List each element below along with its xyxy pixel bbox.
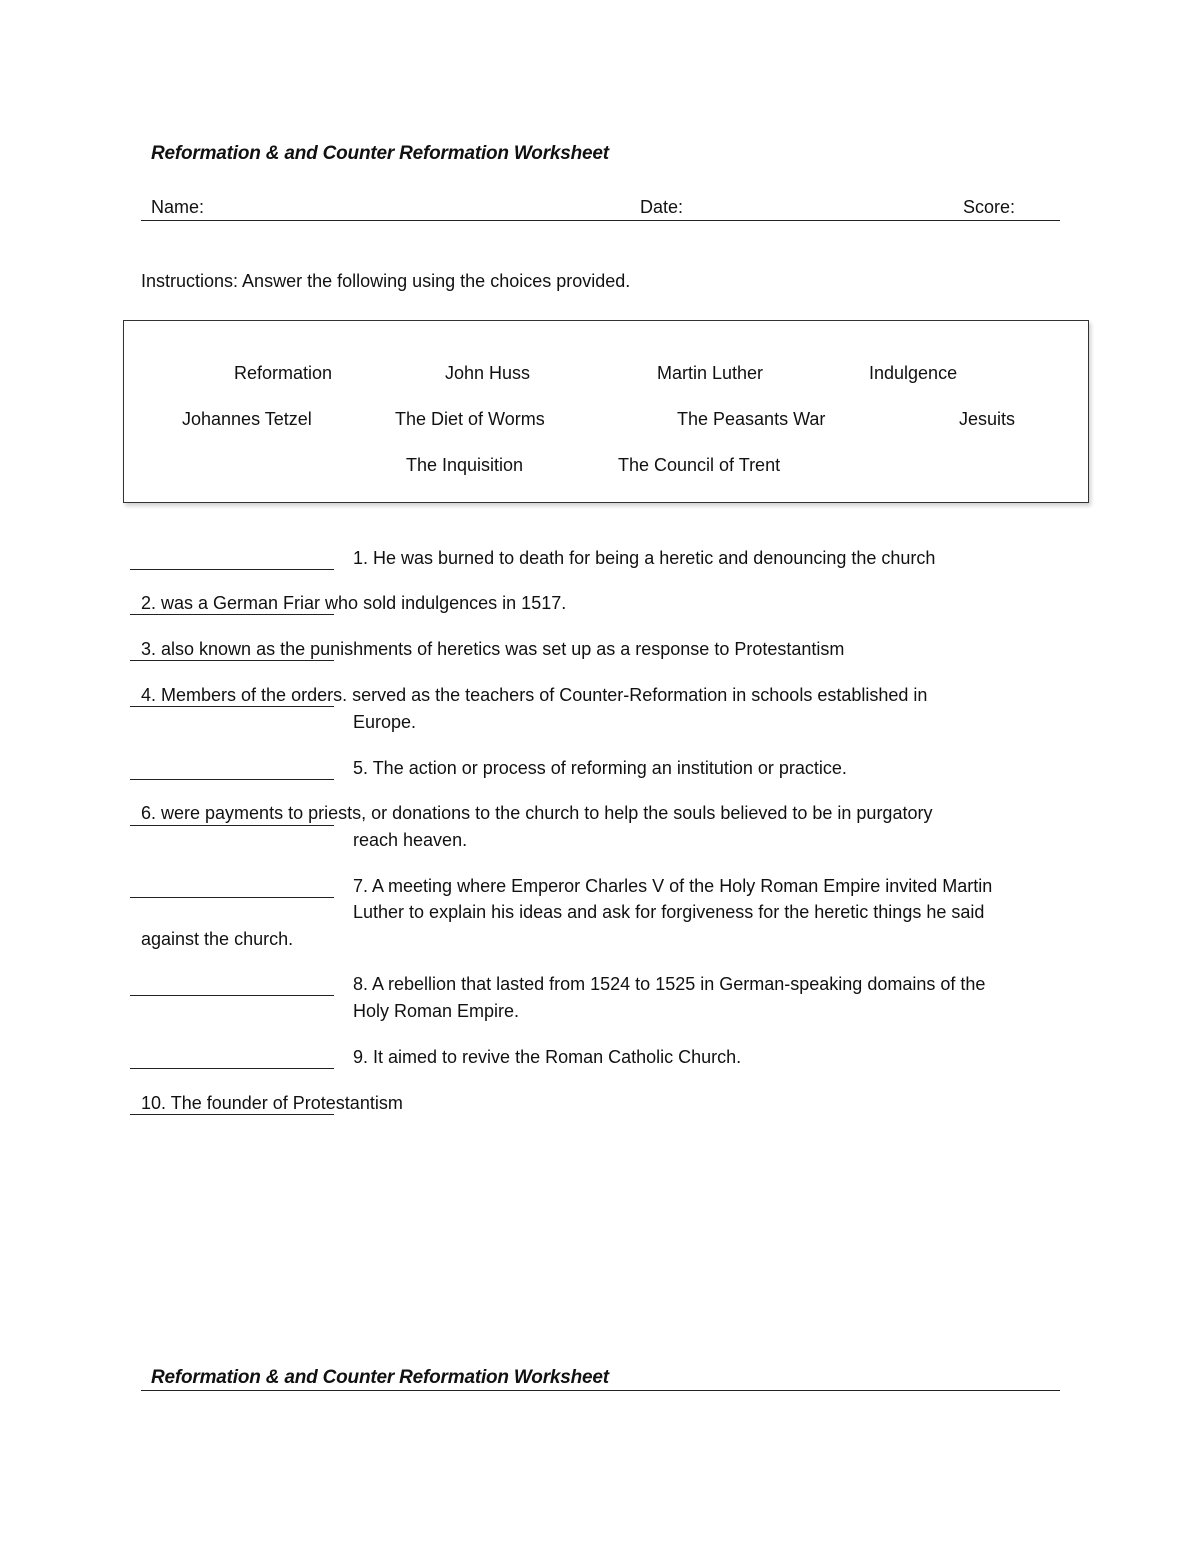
answer-blank-8[interactable] (130, 995, 334, 996)
question-7-line-1: 7. A meeting where Emperor Charles V of the Holy Roman Empire invited Martin (353, 876, 993, 896)
question-6-line-1: 6. were payments to priests, or donations to the church to help the souls believed to be in purgatory (141, 803, 933, 823)
question-1: 1. He was burned to death for being a heretic and denouncing the church (353, 548, 936, 568)
question-4-line-2: Europe. (353, 712, 417, 732)
answer-blank-2[interactable] (130, 614, 334, 615)
header-underline (141, 220, 1060, 221)
question-7-line-3: against the church. (141, 929, 294, 949)
footer-title: Reformation & and Counter Reformation Worksheet (151, 1367, 609, 1388)
question-7-line-2: Luther to explain his ideas and ask for forgiveness for the heretic things he said (353, 902, 985, 922)
name-label: Name: (151, 197, 205, 217)
date-label: Date: (640, 197, 684, 217)
answer-blank-9[interactable] (130, 1068, 334, 1069)
word-bank-item: Reformation (234, 363, 333, 383)
word-bank-item: The Council of Trent (618, 455, 781, 475)
answer-blank-10[interactable] (130, 1114, 334, 1115)
score-label: Score: (963, 197, 1016, 217)
question-10: 10. The founder of Protestantism (141, 1093, 403, 1113)
instructions: Instructions: Answer the following using the choices provided. (141, 271, 631, 291)
answer-blank-7[interactable] (130, 897, 334, 898)
answer-blank-1[interactable] (130, 569, 334, 570)
word-bank-item: The Peasants War (677, 409, 826, 429)
question-6-line-2: reach heaven. (353, 830, 468, 850)
word-bank-item: The Diet of Worms (395, 409, 545, 429)
answer-blank-3[interactable] (130, 660, 334, 661)
question-3: 3. also known as the punishments of heretics was set up as a response to Protestantism (141, 639, 845, 659)
question-8-line-1: 8. A rebellion that lasted from 1524 to 1525 in German-speaking domains of the (353, 974, 986, 994)
answer-blank-6[interactable] (130, 825, 334, 826)
footer-underline (141, 1390, 1060, 1391)
question-8-line-2: Holy Roman Empire. (353, 1001, 520, 1021)
question-5: 5. The action or process of reforming an institution or practice. (353, 758, 847, 778)
worksheet-title: Reformation & and Counter Reformation Worksheet (151, 143, 609, 164)
word-bank-item: Martin Luther (657, 363, 764, 383)
question-4-line-1: 4. Members of the orders. served as the teachers of Counter-Reformation in schools established in (141, 685, 928, 705)
word-bank-item: Jesuits (959, 409, 1016, 429)
word-bank-item: The Inquisition (406, 455, 524, 475)
question-2: 2. was a German Friar who sold indulgences in 1517. (141, 593, 567, 613)
question-9: 9. It aimed to revive the Roman Catholic Church. (353, 1047, 742, 1067)
word-bank-item: John Huss (445, 363, 531, 383)
answer-blank-4[interactable] (130, 706, 334, 707)
word-bank-item: Indulgence (869, 363, 958, 383)
word-bank-item: Johannes Tetzel (182, 409, 312, 429)
answer-blank-5[interactable] (130, 779, 334, 780)
